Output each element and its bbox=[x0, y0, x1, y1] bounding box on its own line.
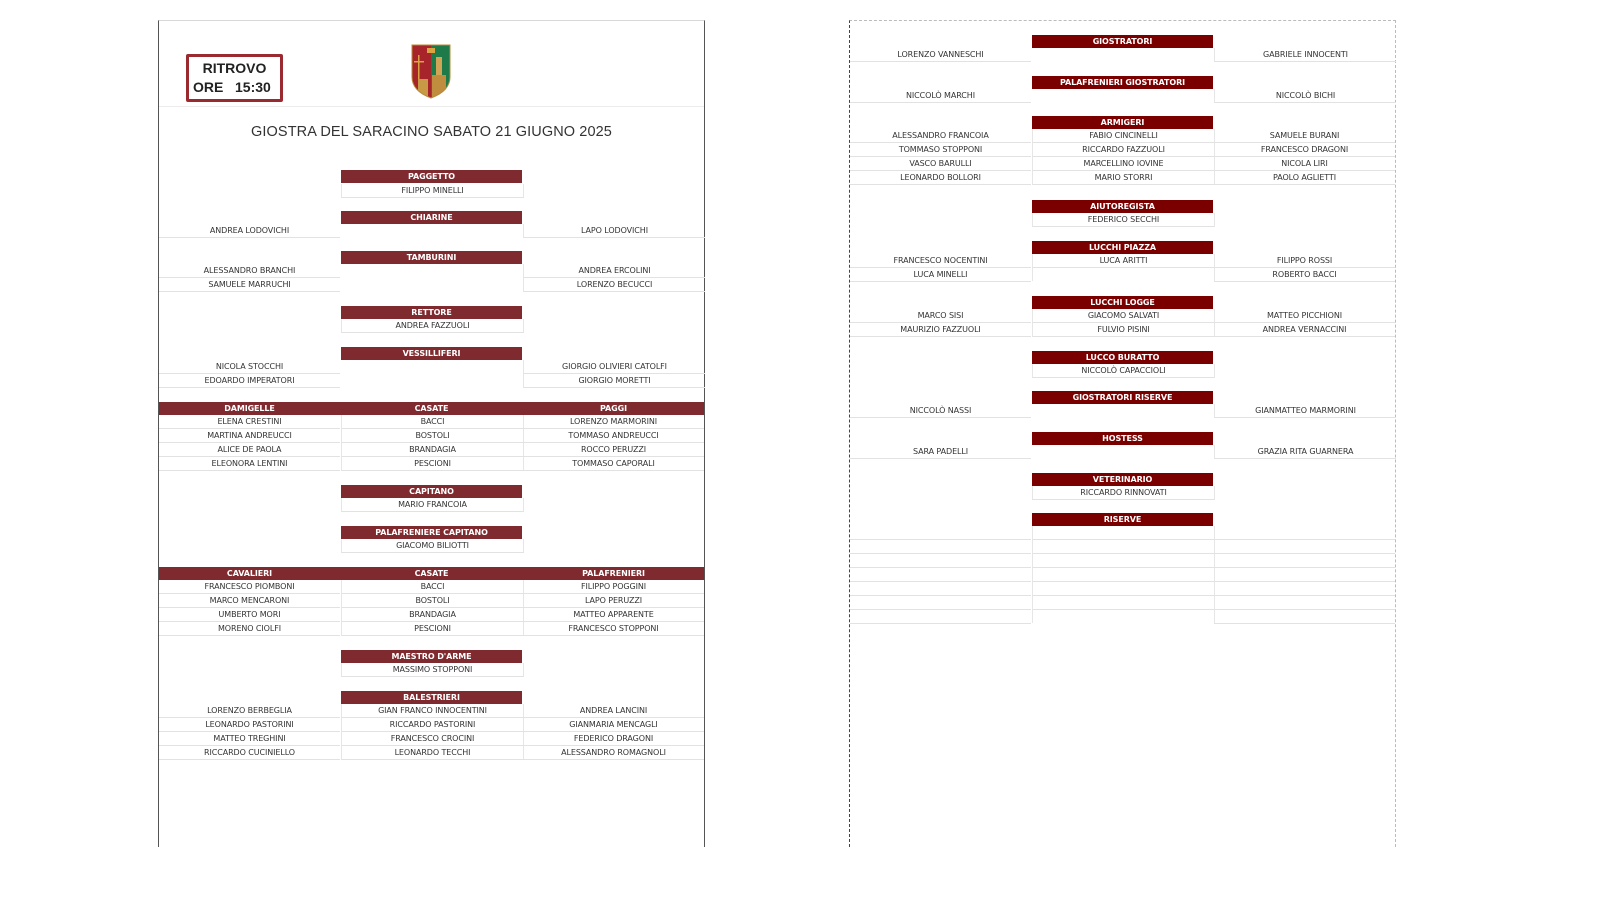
name-cell: TOMMASO ANDREUCCI bbox=[523, 429, 704, 443]
name-row bbox=[159, 264, 704, 278]
name-row bbox=[850, 445, 1395, 459]
name-cell: TOMMASO STOPPONI bbox=[850, 143, 1031, 157]
name-cell: NICCOLÒ MARCHI bbox=[850, 89, 1031, 103]
name-cell: FEDERICO SECCHI bbox=[1032, 213, 1215, 227]
section-header-paggetto: PAGGETTO bbox=[341, 170, 522, 183]
empty-cell bbox=[1032, 526, 1215, 540]
table-header-damigelle bbox=[159, 402, 704, 415]
name-cell: PAOLO AGLIETTI bbox=[1214, 171, 1395, 185]
table-row bbox=[159, 443, 704, 457]
table-row bbox=[159, 429, 704, 443]
name-row bbox=[850, 143, 1395, 157]
section-header-row bbox=[159, 691, 704, 705]
name-cell: MARCO MENCARONI bbox=[159, 594, 340, 608]
name-row bbox=[850, 254, 1395, 268]
name-cell: ANDREA ERCOLINI bbox=[523, 264, 705, 278]
name-cell: LEONARDO BOLLORI bbox=[850, 171, 1031, 185]
name-cell: NICCOLÒ CAPACCIOLI bbox=[1032, 364, 1215, 378]
empty-row bbox=[850, 540, 1395, 554]
name-cell: MARTINA ANDREUCCI bbox=[159, 429, 340, 443]
document-title: GIOSTRA DEL SARACINO SABATO 21 GIUGNO 2025 bbox=[251, 124, 612, 140]
ritrovo-label: RITROVO bbox=[202, 60, 267, 76]
section-header-row bbox=[159, 306, 704, 320]
name-row bbox=[159, 374, 704, 388]
section-header-row bbox=[850, 116, 1395, 130]
section-header-row bbox=[850, 35, 1395, 49]
name-cell: GIACOMO SALVATI bbox=[1032, 309, 1215, 323]
name-cell: NICOLA STOCCHI bbox=[159, 360, 340, 374]
name-row bbox=[850, 309, 1395, 323]
name-cell: GIORGIO MORETTI bbox=[523, 374, 705, 388]
section-header-row bbox=[159, 251, 704, 265]
name-cell: ANDREA VERNACCINI bbox=[1214, 323, 1395, 337]
name-cell: ALESSANDRO FRANCOIA bbox=[850, 129, 1031, 143]
name-cell: ELEONORA LENTINI bbox=[159, 457, 340, 471]
document-page-right bbox=[849, 20, 1396, 847]
section-header-riserve: RISERVE bbox=[1032, 513, 1213, 526]
casata-cell: BRANDAGIA bbox=[341, 608, 524, 622]
empty-cell bbox=[850, 568, 1031, 582]
name-row bbox=[159, 319, 704, 333]
name-cell: SAMUELE MARRUCHI bbox=[159, 278, 340, 292]
name-cell: RICCARDO RINNOVATI bbox=[1032, 486, 1215, 500]
name-row bbox=[850, 486, 1395, 500]
name-cell: GABRIELE INNOCENTI bbox=[1214, 48, 1396, 62]
name-cell bbox=[1032, 268, 1215, 281]
name-row bbox=[159, 184, 704, 198]
name-cell: FRANCESCO STOPPONI bbox=[523, 622, 704, 636]
name-row bbox=[159, 663, 704, 677]
name-row bbox=[159, 732, 704, 746]
section-header-row bbox=[159, 170, 704, 184]
name-cell: LEONARDO PASTORINI bbox=[159, 718, 340, 732]
name-row bbox=[850, 48, 1395, 62]
table-row bbox=[159, 457, 704, 471]
name-cell: GRAZIA RITA GUARNERA bbox=[1214, 445, 1396, 459]
name-cell: MARCELLINO IOVINE bbox=[1032, 157, 1215, 171]
empty-cell bbox=[850, 610, 1031, 624]
section-header-maestro-darme: MAESTRO D'ARME bbox=[341, 650, 522, 663]
name-row bbox=[850, 89, 1395, 103]
name-cell: LORENZO BERBEGLIA bbox=[159, 704, 340, 718]
name-cell: MARIO FRANCOIA bbox=[341, 498, 524, 512]
column-header: PALAFRENIERI bbox=[523, 567, 704, 580]
name-cell: FRANCESCO PIOMBONI bbox=[159, 580, 340, 594]
section-header-row bbox=[850, 513, 1395, 527]
empty-cell bbox=[850, 582, 1031, 596]
casata-cell: PESCIONI bbox=[341, 457, 524, 471]
name-cell: LUCA MINELLI bbox=[850, 268, 1031, 282]
section-header-armigeri: ARMIGERI bbox=[1032, 116, 1213, 129]
name-row bbox=[850, 171, 1395, 185]
section-header-row bbox=[159, 347, 704, 361]
name-cell: MATTEO TREGHINI bbox=[159, 732, 340, 746]
section-header-row bbox=[159, 211, 704, 225]
section-header-balestrieri: BALESTRIERI bbox=[341, 691, 522, 704]
name-cell: ELENA CRESTINI bbox=[159, 415, 340, 429]
name-cell: LORENZO BECUCCI bbox=[523, 278, 705, 292]
name-cell: UMBERTO MORI bbox=[159, 608, 340, 622]
name-cell: GIANMARIA MENCAGLI bbox=[523, 718, 704, 732]
name-row bbox=[159, 224, 704, 238]
document-page-left bbox=[158, 20, 705, 847]
ritrovo-time: ORE 15:30 bbox=[193, 79, 271, 95]
casata-cell: BOSTOLI bbox=[341, 594, 524, 608]
empty-row bbox=[850, 526, 1395, 540]
empty-cell bbox=[1032, 568, 1215, 582]
name-cell: MATTEO APPARENTE bbox=[523, 608, 704, 622]
name-cell: ROBERTO BACCI bbox=[1214, 268, 1395, 282]
name-row bbox=[159, 498, 704, 512]
section-header-row bbox=[850, 351, 1395, 365]
empty-cell bbox=[850, 526, 1031, 540]
name-cell: FULVIO PISINI bbox=[1032, 323, 1215, 337]
column-header: CASATE bbox=[341, 402, 522, 415]
name-cell: ANDREA LANCINI bbox=[523, 704, 704, 718]
name-cell: LORENZO VANNESCHI bbox=[850, 48, 1031, 62]
empty-cell bbox=[1032, 554, 1215, 568]
table-header-cavalieri bbox=[159, 567, 704, 580]
name-cell: GIACOMO BILIOTTI bbox=[341, 539, 524, 553]
name-row bbox=[159, 704, 704, 718]
section-header-row bbox=[850, 296, 1395, 310]
name-cell: FABIO CINCINELLI bbox=[1032, 129, 1215, 143]
column-header: CASATE bbox=[341, 567, 522, 580]
name-cell: ROCCO PERUZZI bbox=[523, 443, 704, 457]
name-cell: RICCARDO FAZZUOLI bbox=[1032, 143, 1215, 157]
section-header-lucchi-piazza: LUCCHI PIAZZA bbox=[1032, 241, 1213, 254]
empty-cell bbox=[1032, 582, 1215, 596]
name-cell: GIORGIO OLIVIERI CATOLFI bbox=[523, 360, 705, 374]
name-cell: FILIPPO MINELLI bbox=[341, 184, 524, 198]
empty-row bbox=[850, 554, 1395, 568]
name-row bbox=[850, 323, 1395, 337]
name-cell: RICCARDO PASTORINI bbox=[341, 718, 524, 732]
name-cell: FRANCESCO CROCINI bbox=[341, 732, 524, 746]
casata-cell: BRANDAGIA bbox=[341, 443, 524, 457]
section-header-row bbox=[850, 473, 1395, 487]
column-header: PAGGI bbox=[523, 402, 704, 415]
empty-cell bbox=[1214, 568, 1395, 582]
name-cell: NICOLA LIRI bbox=[1214, 157, 1395, 171]
name-cell: FILIPPO POGGINI bbox=[523, 580, 704, 594]
name-row bbox=[850, 364, 1395, 378]
header-divider bbox=[159, 106, 704, 107]
name-cell: LEONARDO TECCHI bbox=[341, 746, 524, 760]
casata-cell: BACCI bbox=[341, 415, 524, 429]
name-cell: FILIPPO ROSSI bbox=[1214, 254, 1395, 268]
section-header-row bbox=[850, 391, 1395, 405]
casata-cell: PESCIONI bbox=[341, 622, 524, 636]
name-cell: RICCARDO CUCINIELLO bbox=[159, 746, 340, 760]
name-cell: FRANCESCO DRAGONI bbox=[1214, 143, 1395, 157]
section-header-veterinario: VETERINARIO bbox=[1032, 473, 1213, 486]
empty-cell bbox=[1214, 554, 1395, 568]
name-cell: LAPO PERUZZI bbox=[523, 594, 704, 608]
column-header: CAVALIERI bbox=[159, 567, 340, 580]
section-header-giostratori: GIOSTRATORI bbox=[1032, 35, 1213, 48]
name-row bbox=[850, 268, 1395, 282]
casata-cell: BACCI bbox=[341, 580, 524, 594]
name-cell: LUCA ARITTI bbox=[1032, 254, 1215, 268]
name-cell: MARCO SISI bbox=[850, 309, 1031, 323]
empty-cell bbox=[1214, 596, 1395, 610]
section-header-rettore: RETTORE bbox=[341, 306, 522, 319]
name-cell: NICCOLÒ NASSI bbox=[850, 404, 1031, 418]
name-row bbox=[850, 157, 1395, 171]
section-header-row bbox=[159, 485, 704, 499]
name-cell: MAURIZIO FAZZUOLI bbox=[850, 323, 1031, 337]
name-row bbox=[850, 213, 1395, 227]
name-cell: SARA PADELLI bbox=[850, 445, 1031, 459]
empty-cell bbox=[1032, 540, 1215, 554]
name-cell: VASCO BARULLI bbox=[850, 157, 1031, 171]
column-header: DAMIGELLE bbox=[159, 402, 340, 415]
empty-cell bbox=[1214, 526, 1395, 540]
name-cell: GIANMATTEO MARMORINI bbox=[1214, 404, 1396, 418]
name-row bbox=[159, 278, 704, 292]
section-header-row bbox=[850, 432, 1395, 446]
name-row bbox=[159, 746, 704, 760]
table-row bbox=[159, 580, 704, 594]
empty-row bbox=[850, 596, 1395, 610]
section-header-vessilliferi: VESSILLIFERI bbox=[341, 347, 522, 360]
table-row bbox=[159, 415, 704, 429]
section-header-chiarine: CHIARINE bbox=[341, 211, 522, 224]
empty-cell bbox=[1032, 610, 1215, 623]
section-header-lucco-buratto: LUCCO BURATTO bbox=[1032, 351, 1213, 364]
name-cell: EDOARDO IMPERATORI bbox=[159, 374, 340, 388]
name-cell: FEDERICO DRAGONI bbox=[523, 732, 704, 746]
name-cell: LORENZO MARMORINI bbox=[523, 415, 704, 429]
casata-cell: BOSTOLI bbox=[341, 429, 524, 443]
section-header-capitano: CAPITANO bbox=[341, 485, 522, 498]
table-row bbox=[159, 622, 704, 636]
empty-cell bbox=[1214, 582, 1395, 596]
name-cell: ALESSANDRO ROMAGNOLI bbox=[523, 746, 704, 760]
empty-cell bbox=[850, 540, 1031, 554]
section-header-hostess: HOSTESS bbox=[1032, 432, 1213, 445]
section-header-row bbox=[159, 650, 704, 664]
section-header-row bbox=[850, 200, 1395, 214]
section-header-giostratori-riserve: GIOSTRATORI RISERVE bbox=[1032, 391, 1213, 404]
section-header-row bbox=[850, 76, 1395, 90]
name-row bbox=[159, 539, 704, 553]
name-cell: MORENO CIOLFI bbox=[159, 622, 340, 636]
name-row bbox=[850, 129, 1395, 143]
empty-cell bbox=[1214, 610, 1395, 624]
name-cell: ALESSANDRO BRANCHI bbox=[159, 264, 340, 278]
section-header-tamburini: TAMBURINI bbox=[341, 251, 522, 264]
table-row bbox=[159, 608, 704, 622]
name-cell: MARIO STORRI bbox=[1032, 171, 1215, 185]
name-cell: LAPO LODOVICHI bbox=[523, 224, 705, 238]
name-cell: MASSIMO STOPPONI bbox=[341, 663, 524, 677]
empty-cell bbox=[850, 554, 1031, 568]
name-row bbox=[159, 360, 704, 374]
ritrovo-box bbox=[186, 54, 283, 102]
empty-row bbox=[850, 568, 1395, 582]
section-header-aiutoregista: AIUTOREGISTA bbox=[1032, 200, 1213, 213]
table-row bbox=[159, 594, 704, 608]
empty-cell bbox=[850, 596, 1031, 610]
empty-cell bbox=[1214, 540, 1395, 554]
name-cell: TOMMASO CAPORALI bbox=[523, 457, 704, 471]
name-cell: MATTEO PICCHIONI bbox=[1214, 309, 1395, 323]
name-row bbox=[159, 718, 704, 732]
name-cell: GIAN FRANCO INNOCENTINI bbox=[341, 704, 524, 718]
section-header-palafreniere-capitano: PALAFRENIERE CAPITANO bbox=[341, 526, 522, 539]
section-header-palafrenieri-giostratori: PALAFRENIERI GIOSTRATORI bbox=[1032, 76, 1213, 89]
name-cell: FRANCESCO NOCENTINI bbox=[850, 254, 1031, 268]
empty-cell bbox=[1032, 596, 1215, 610]
section-header-lucchi-logge: LUCCHI LOGGE bbox=[1032, 296, 1213, 309]
section-header-row bbox=[850, 241, 1395, 255]
name-row bbox=[850, 404, 1395, 418]
coat-of-arms-icon bbox=[410, 43, 452, 99]
name-cell: NICCOLÒ BICHI bbox=[1214, 89, 1396, 103]
name-cell: ANDREA FAZZUOLI bbox=[341, 319, 524, 333]
name-cell: SAMUELE BURANI bbox=[1214, 129, 1395, 143]
section-header-row bbox=[159, 526, 704, 540]
empty-row bbox=[850, 582, 1395, 596]
name-cell: ALICE DE PAOLA bbox=[159, 443, 340, 457]
name-cell: ANDREA LODOVICHI bbox=[159, 224, 340, 238]
empty-row bbox=[850, 610, 1395, 624]
